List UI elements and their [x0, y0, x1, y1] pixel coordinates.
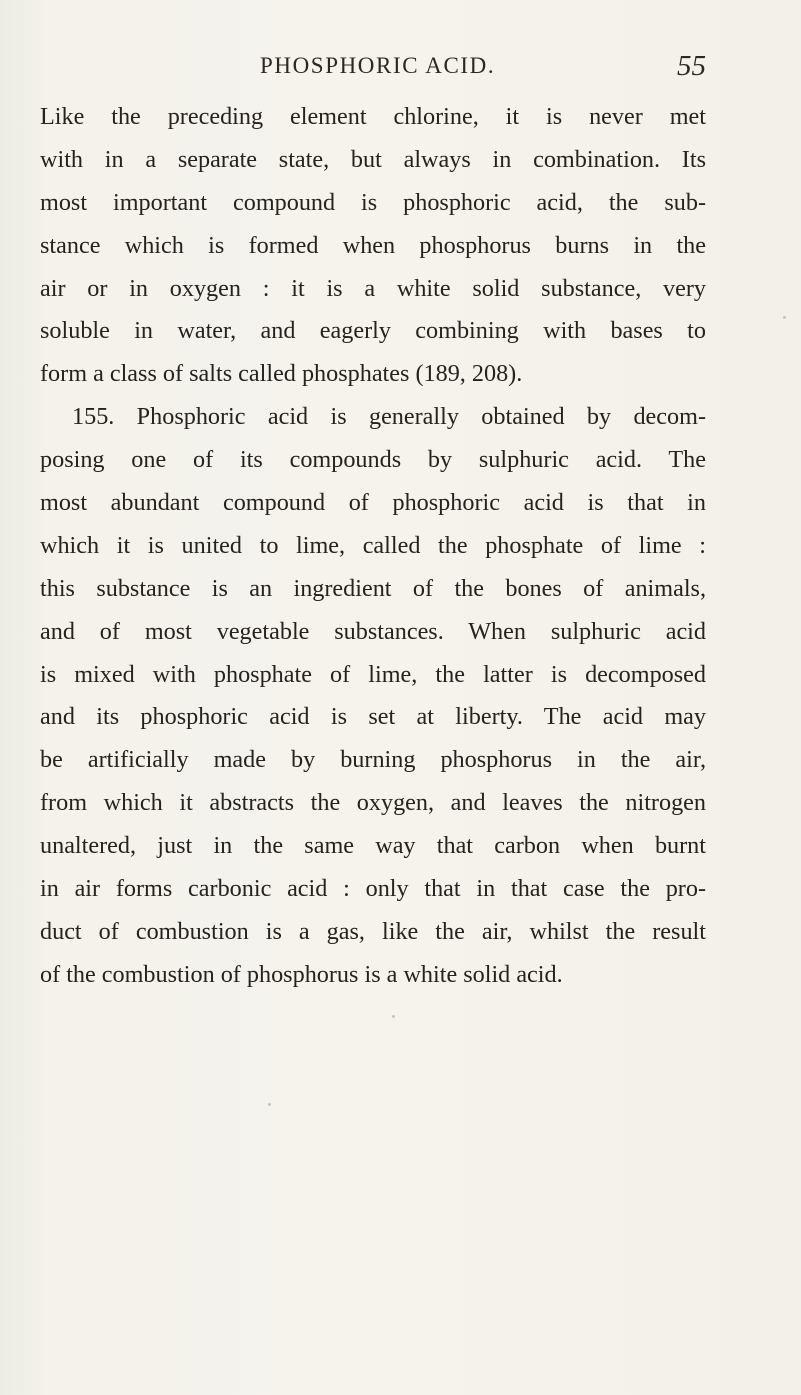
text-line: is mixed with phosphate of lime, the latter is decomposed — [40, 660, 706, 688]
text-line: posing one of its compounds by sulphuric acid. The — [40, 446, 706, 474]
text-line: duct of combustion is a gas, like the air, whilst the result — [40, 917, 706, 945]
text-line: most abundant compound of phosphoric acid is that in — [40, 489, 706, 517]
running-header — [0, 46, 801, 86]
paper-speck — [392, 1015, 395, 1018]
text-line: unaltered, just in the same way that carbon when burnt — [40, 832, 706, 860]
text-line: stance which is formed when phosphorus burns in the — [40, 231, 706, 259]
text-line: air or in oxygen : it is a white solid substance, very — [40, 274, 706, 302]
page-number: 55 — [677, 50, 706, 82]
text-line: most important compound is phosphoric acid, the sub- — [40, 188, 706, 216]
text-line: this substance is an ingredient of the bones of animals, — [40, 574, 706, 602]
running-title: PHOSPHORIC ACID. — [260, 53, 496, 78]
text-line: which it is united to lime, called the phosphate of lime : — [40, 531, 706, 559]
text-line: from which it abstracts the oxygen, and leaves the nitrogen — [40, 789, 706, 817]
text-line: and of most vegetable substances. When sulphuric acid — [40, 617, 706, 645]
body-text — [40, 96, 706, 997]
text-line: of the combustion of phosphorus is a white solid acid. — [40, 960, 563, 988]
text-line: and its phosphoric acid is set at liberty. The acid may — [40, 703, 706, 731]
paragraph-first-line: 155. Phosphoric acid is generally obtained by decom- — [72, 403, 706, 431]
text-line: form a class of salts called phosphates (189, 208). — [40, 360, 523, 388]
text-line: be artificially made by burning phosphorus in the air, — [40, 746, 706, 774]
text-line: in air forms carbonic acid : only that in that case the pro- — [40, 875, 706, 903]
text-line: with in a separate state, but always in combination. Its — [40, 145, 706, 173]
paper-speck — [268, 1103, 271, 1106]
text-line: Like the preceding element chlorine, it is never met — [40, 103, 706, 130]
paper-speck — [783, 316, 786, 319]
text-line: soluble in water, and eagerly combining with bases to — [40, 317, 706, 345]
